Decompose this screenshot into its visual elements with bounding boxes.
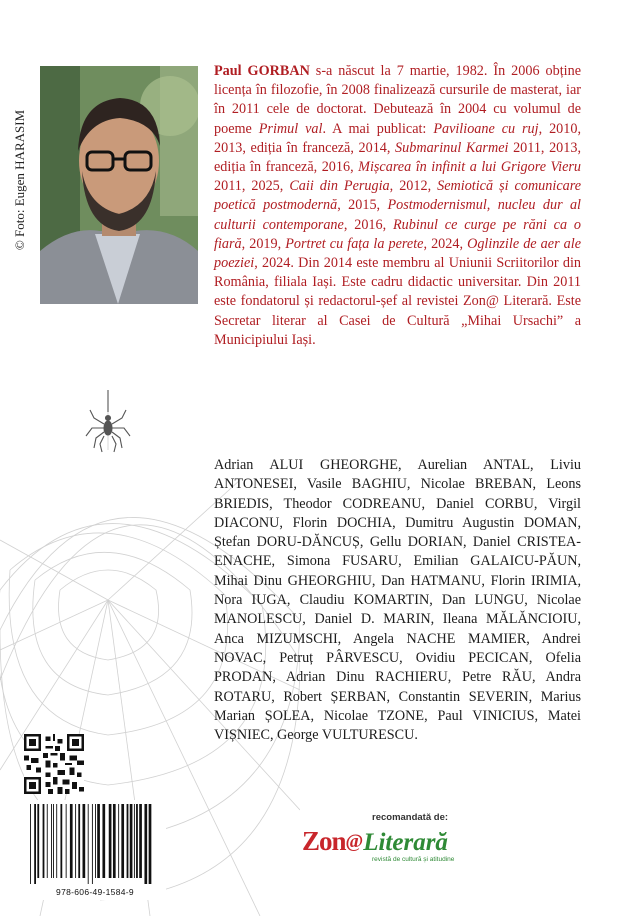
barcode-bar: [88, 804, 89, 884]
author-biography: Paul GORBAN s-a născut la 7 martie, 1982. În 2006 obține licența în filozofie, în 2008 finalizează cursurile de masterat, iar în 2011 cele de doctorat. Debutează în 2004 cu volumul de poeme Primul val. A mai publicat: Pavilioane cu ruj, 2010, 2013, ediția în franceză, 2014, Submarinul Karmei 2011, 2013, ediția în franceză, 2016, Mișcarea în infinit a lui Grigore Vieru 2011, 2025, Caii din Perugia, 2012, Semiotică și comunicare poetică postmodernă, 2015, Postmodernismul, nucleu dur al culturii contemporane, 2016, Rubinul ce curge pe răni ca o fiară, 2019, Portret cu fața la perete, 2024, Oglinzile de aer ale poeziei, 2024. Din 2014 este membru al Uniunii Scriitorilor din România, filiala Iași. Este cadru didactic universitar. Din 2011 este fondatorul și redactorul-șef al revistei Zon@ Literară. Este Secretar literar al Casei de Cultură „Mihai Ursachi” a Municipiului Iași.: [214, 63, 582, 348]
barcode-bar: [136, 804, 138, 878]
barcode-bar: [113, 804, 116, 878]
logo-wordmark: Zon@Literară: [302, 826, 448, 856]
barcode-bar: [47, 804, 48, 878]
barcode-bar: [34, 804, 36, 884]
barcode-bar: [134, 804, 135, 878]
barcode-bar: [51, 804, 52, 878]
barcode-bar: [53, 804, 54, 878]
barcode-bar: [149, 804, 152, 884]
barcode-bar: [37, 804, 39, 878]
barcode-bar: [56, 804, 57, 878]
zona-literara-logo[interactable]: [300, 812, 470, 868]
barcode-bar: [97, 804, 100, 878]
authors-list: Adrian ALUI GHEORGHE, Aurelian ANTAL, Liviu ANTONESEI, Vasile BAGHIU, Nicolae BREBAN, Leons BRIEDIS, Theodor CODREANU, Daniel CORBU, Virgil DIACONU, Florin DOCHIA, Dumitru Augustin DOMAN, Ștefan DORU-DĂNCUȘ, Gellu DORIAN, Daniel CRISTEA-ENACHE, Simona FUSARU, Emilian GALAICU-PĂUN, Mihai Dinu GHEORGHIU, Dan HATMANU, Florin IRIMIA, Nora IUGA, Claudiu KOMARTIN, Dan LUNGU, Nicolae MANOLESCU, Daniel D. MARIN, Ileana MĂLĂNCIOIU, Anca MIZUMSCHI, Angela NACHE MAMIER, Andrei NOVAC, Petruț PÂRVESCU, Ovidiu PECICAN, Ofelia PRODAN, Adrian Dinu RACHIERU, Petre RĂU, Andra ROTARU, Robert ȘERBAN, Constantin SEVERIN, Marius Marian ȘOLEA, Nicolae TZONE, Paul VINICIUS, Matei VIȘNIEC, George VULTURESCU.: [214, 457, 581, 744]
barcode-bar: [109, 804, 112, 878]
barcode-bar: [130, 804, 133, 878]
qr-code-icon[interactable]: [24, 734, 84, 794]
barcode-bar: [43, 804, 45, 878]
barcode-bar: [102, 804, 105, 878]
barcode-bar: [144, 804, 147, 884]
barcode-bar: [127, 804, 129, 878]
author-name: Paul GORBAN: [214, 63, 310, 79]
barcode-bar: [83, 804, 86, 878]
barcode-bar: [95, 804, 96, 878]
barcode-bar: [60, 804, 62, 878]
isbn-barcode: [24, 800, 166, 900]
barcode-bar: [118, 804, 119, 878]
barcode-icon: [24, 800, 166, 886]
author-photo: [40, 66, 198, 304]
logo-tagline: revistă de cultură și atitudine: [372, 856, 455, 863]
barcode-bar: [75, 804, 76, 878]
barcode-bar: [30, 804, 31, 884]
barcode-bar: [78, 804, 80, 878]
barcode-bar: [92, 804, 93, 884]
isbn-number: 978-606-49-1584-9: [56, 887, 134, 897]
barcode-bar: [66, 804, 67, 878]
barcode-bar: [121, 804, 124, 878]
barcode-bar: [70, 804, 73, 878]
recommended-label: recomandată de:: [372, 812, 449, 823]
barcode-bar: [139, 804, 142, 878]
photo-credit: © Foto: Eugen HARASIM: [12, 109, 27, 251]
